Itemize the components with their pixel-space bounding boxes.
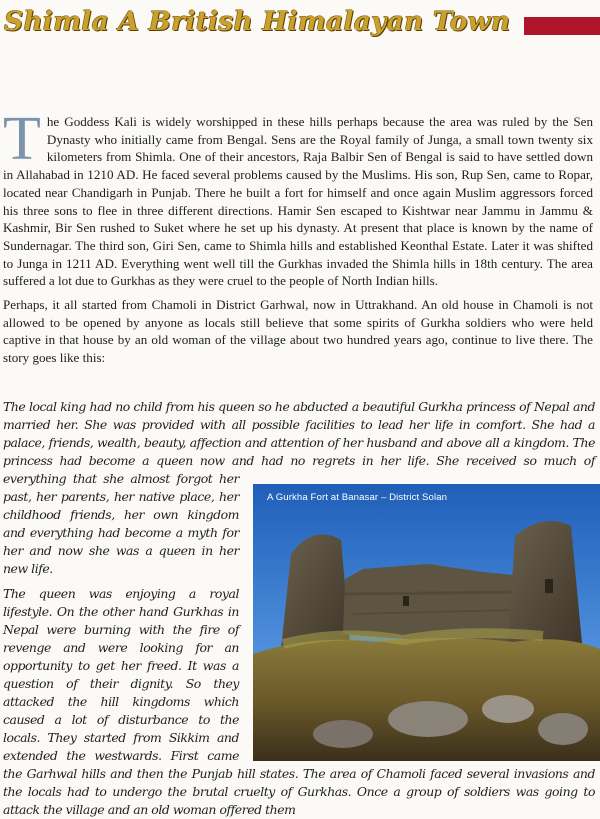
fort-illustration xyxy=(253,484,600,761)
rock xyxy=(313,720,373,748)
story-paragraph-2: The queen was enjoying a royal lifestyle. On the other hand Gurkhas in Nepal were burning with the fire of revenge and were looking for an opportunity to get her freed. It was a question of their dignity. So they attacked the hill kingdoms which caused a lot of disturbance to the locals. They started from Sikkim and extended the westwards. First came the Garhwal hills and then the Punjab hill states. The area of Chamoli faced several invasions and the locals had to undergo the brutal cruelty of Gurkhas. Once a group of soldiers was going to attack the village and an old woman offered them xyxy=(3,586,595,817)
fort-photo xyxy=(253,484,600,761)
rock xyxy=(482,695,534,723)
chamoli-paragraph: Perhaps, it all started from Chamoli in District Garhwal, now in Uttrakhand. An old house in Chamoli is not allowed to be opened by anyone as locals still believe that some spirits of Gurkha soldiers who were held captive in that house by an old woman of the village about two hundred years ago, continue to live there. The story goes like this: xyxy=(3,297,593,366)
article-body xyxy=(3,105,593,367)
drop-cap: T xyxy=(3,105,41,173)
hillside xyxy=(253,638,600,761)
intro-paragraph-text: he Goddess Kali is widely worshipped in these hills perhaps because the area was ruled by the Sen Dynasty who initially came from Bengal. Sens are the Royal family of Junga, a small town twenty six kilometers from Shimla. One of their ancestors, Raja Balbir Sen of Bengal is said to have settled down in Allahabad in 1210 AD. He faced several problems caused by the Muslims. His son, Rup Sen, came to Ropar, located near Chandigarh in Punjab. There he built a fort for himself and once again Muslim aggressors forced his three sons to flee in three different directions. Hamir Sen escaped to Kishtwar near Jammu in Jammu & Kashmir, Bir Sen rushed to Suket where he set up his dynasty. At present that place is known by the name of Sundernagar. The third son, Giri Sen, came to Shimla hills and established Keonthal Estate. Later it was shifted to Junga in 1211 AD. Everything went well till the Gurkhas invaded the Shimla hills in 18th century. The area suffered a lot due to Gurkhas as they were cruel to the people of North Indian hills. xyxy=(3,114,593,289)
story-paragraph-1: The local king had no child from his queen so he abducted a beautiful Gurkha princess of Nepal and married her. She was provided with all possible facilities to lead her life in comfort. She had a palace, friends, wealth, beauty, affection and attention of her husband and above all a kingdom. The princess had become a queen now and had no regrets in her life. She received so much of everything that she almost forgot her past, her parents, her native place, her childhood friends, her own kingdom and everything had become a myth for her and now she was a queen in her new life. xyxy=(3,399,595,576)
rock xyxy=(538,713,588,745)
page-header xyxy=(0,0,600,52)
header-accent-bar xyxy=(524,17,600,35)
rock xyxy=(388,701,468,737)
page-title: Shimla A British Himalayan Town xyxy=(4,6,511,37)
photo-caption: A Gurkha Fort at Banasar – District Solan xyxy=(267,492,448,503)
intro-paragraph xyxy=(3,105,593,290)
